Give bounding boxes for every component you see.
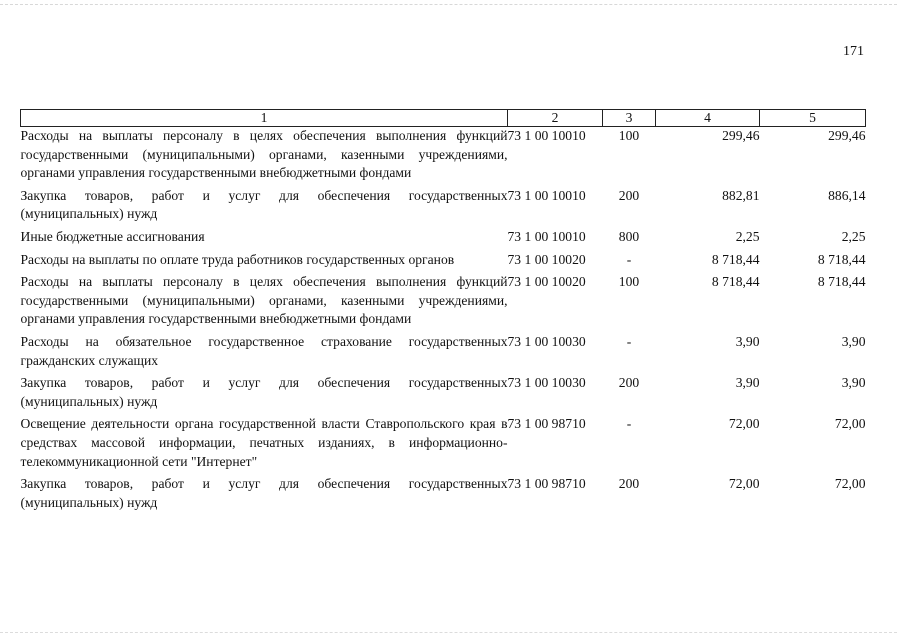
row-code: 73 1 00 10010 <box>507 128 586 143</box>
row-name: Освещение деятельности органа государственной власти Ставропольского края в средствах массовой информации, печатных изданиях, в информационно-телекоммуникационной сети "Интернет" <box>20 416 508 469</box>
row-type: 800 <box>618 228 640 244</box>
row-value-1: 2,25 <box>735 228 760 244</box>
header-col-5: 5 <box>760 110 866 127</box>
row-value-1: 8 718,44 <box>711 251 760 267</box>
row-type: 200 <box>618 476 640 492</box>
table-row <box>21 127 866 187</box>
row-value-1: 72,00 <box>728 416 760 432</box>
row-value-2: 8 718,44 <box>817 251 866 267</box>
header-col-2: 2 <box>508 110 603 127</box>
header-col-1: 1 <box>21 110 508 127</box>
row-type: - <box>626 333 632 349</box>
budget-table <box>20 109 866 516</box>
row-code: 73 1 00 10020 <box>507 274 586 290</box>
row-value-2: 8 718,44 <box>817 274 866 290</box>
row-value-2: 3,90 <box>841 375 866 391</box>
row-name: Закупка товаров, работ и услуг для обеспечения государственных (муниципальных) нужд <box>20 187 508 222</box>
row-name: Иные бюджетные ассигнования <box>20 228 205 244</box>
row-type: - <box>626 416 632 432</box>
row-code: 73 1 00 10030 <box>507 375 586 391</box>
row-value-1: 3,90 <box>735 333 760 349</box>
table-row <box>21 333 866 374</box>
row-type: 100 <box>618 128 640 143</box>
row-value-1: 8 718,44 <box>711 274 760 290</box>
scan-edge-top <box>0 4 897 6</box>
header-col-3: 3 <box>603 110 656 127</box>
row-value-2: 299,46 <box>828 128 866 143</box>
scan-edge-bottom <box>0 632 897 634</box>
table-row <box>21 251 866 274</box>
table-header-row <box>21 110 866 127</box>
page-number: 171 <box>843 44 864 59</box>
row-code: 73 1 00 98710 <box>507 476 586 492</box>
row-name: Расходы на выплаты персоналу в целях обеспечения выполнения функций государственными (муниципальными) органами, казенными учреждениями, органами управления государственными внебюджетными фондами <box>20 274 508 327</box>
row-name: Закупка товаров, работ и услуг для обеспечения государственных (муниципальных) нужд <box>20 476 508 510</box>
row-value-1: 882,81 <box>722 187 760 203</box>
table-row <box>21 475 866 516</box>
row-code: 73 1 00 10020 <box>507 251 586 267</box>
table-row <box>21 374 866 415</box>
row-name: Расходы на выплаты персоналу в целях обеспечения выполнения функций государственными (муниципальными) органами, казенными учреждениями, органами управления государственными внебюджетными фондами <box>20 128 508 181</box>
row-value-1: 72,00 <box>728 476 760 492</box>
row-value-2: 886,14 <box>828 187 866 203</box>
row-type: 100 <box>618 274 640 290</box>
row-code: 73 1 00 98710 <box>507 416 586 432</box>
row-value-2: 72,00 <box>834 416 866 432</box>
row-type: 200 <box>618 375 640 391</box>
row-type: 200 <box>618 187 640 203</box>
row-code: 73 1 00 10010 <box>507 187 586 203</box>
row-value-1: 299,46 <box>722 128 760 143</box>
header-col-4: 4 <box>656 110 760 127</box>
row-value-1: 3,90 <box>735 375 760 391</box>
table-row <box>21 228 866 251</box>
row-value-2: 3,90 <box>841 333 866 349</box>
row-type: - <box>626 251 632 267</box>
row-value-2: 2,25 <box>841 228 866 244</box>
row-code: 73 1 00 10010 <box>507 228 586 244</box>
row-name: Расходы на выплаты по оплате труда работников государственных органов <box>20 251 455 267</box>
row-name: Закупка товаров, работ и услуг для обеспечения государственных (муниципальных) нужд <box>20 375 508 409</box>
row-name: Расходы на обязательное государственное страхование государственных гражданских служащих <box>20 333 508 368</box>
table-row <box>21 187 866 228</box>
table-row <box>21 273 866 333</box>
row-value-2: 72,00 <box>834 476 866 492</box>
row-code: 73 1 00 10030 <box>507 333 586 349</box>
table-row <box>21 415 866 475</box>
